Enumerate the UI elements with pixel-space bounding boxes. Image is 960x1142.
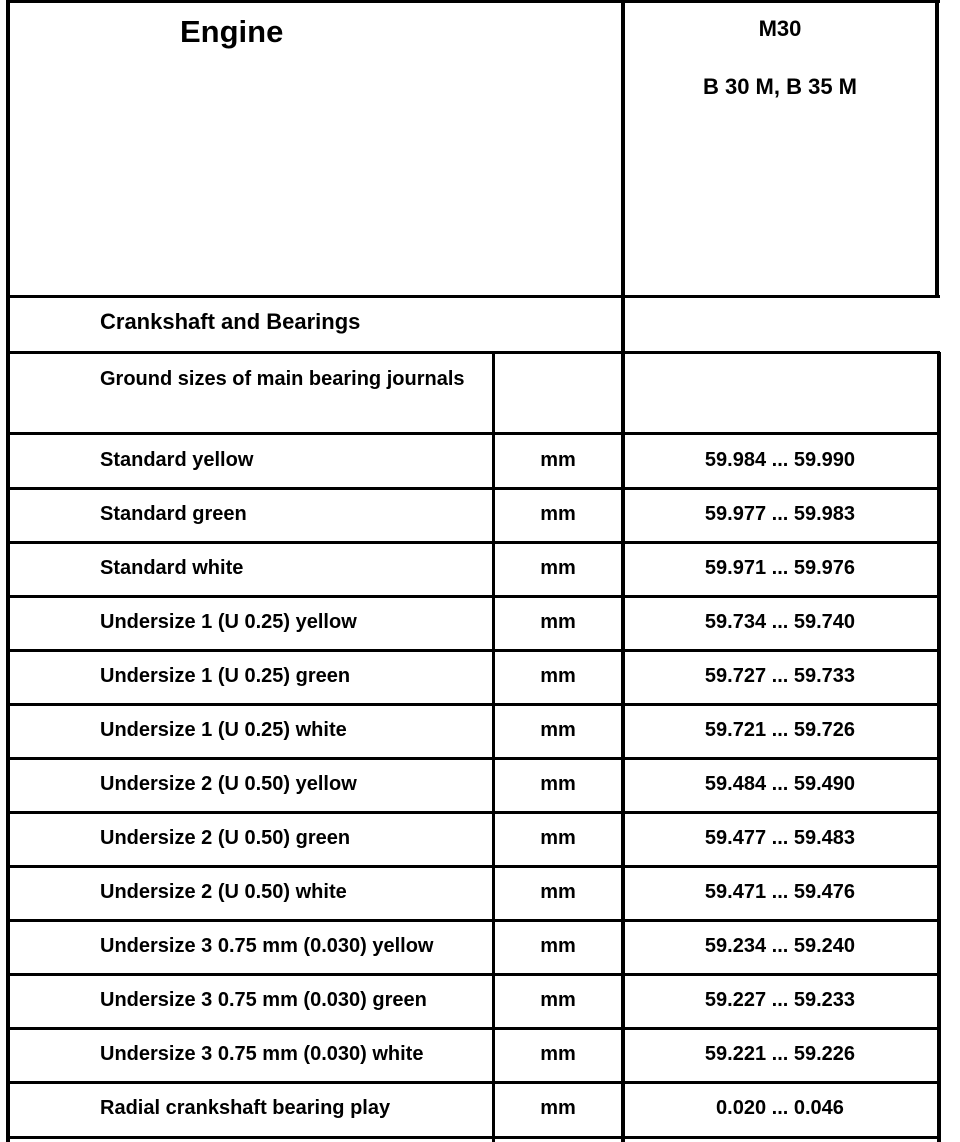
- row-label: Standard white: [100, 557, 244, 579]
- row-value: 59.971 ... 59.976: [704, 557, 856, 579]
- row-line: [6, 865, 940, 868]
- table-border-left: [6, 0, 10, 1142]
- row-value: 59.484 ... 59.490: [704, 773, 856, 795]
- row-line: [6, 1027, 940, 1030]
- model-code: M30: [758, 16, 802, 41]
- row-unit: mm: [540, 827, 576, 849]
- row-unit: mm: [540, 881, 576, 903]
- row-label: Undersize 1 (U 0.25) white: [100, 719, 347, 741]
- model-variants: B 30 M, B 35 M: [702, 74, 858, 99]
- row-unit: mm: [540, 449, 576, 471]
- section-bottom-line: [6, 351, 940, 354]
- table-border-bottom: [6, 1136, 940, 1139]
- group-bottom-line: [6, 432, 940, 435]
- group-title: Ground sizes of main bearing journals: [100, 368, 465, 390]
- row-label: Undersize 3 0.75 mm (0.030) yellow: [100, 935, 434, 957]
- row-unit: mm: [540, 1043, 576, 1065]
- row-value: 59.471 ... 59.476: [704, 881, 856, 903]
- row-label: Undersize 2 (U 0.50) yellow: [100, 773, 357, 795]
- row-line: [6, 973, 940, 976]
- row-value: 59.227 ... 59.233: [704, 989, 856, 1011]
- row-line: [6, 919, 940, 922]
- row-unit: mm: [540, 557, 576, 579]
- row-value: 59.984 ... 59.990: [704, 449, 856, 471]
- row-value: 59.721 ... 59.726: [704, 719, 856, 741]
- row-value: 59.477 ... 59.483: [704, 827, 856, 849]
- row-line: [6, 541, 940, 544]
- header-bottom-line: [6, 295, 940, 298]
- row-unit: mm: [540, 773, 576, 795]
- row-unit: mm: [540, 503, 576, 525]
- row-label: Standard green: [100, 503, 247, 525]
- row-label: Standard yellow: [100, 449, 254, 471]
- row-label: Undersize 1 (U 0.25) yellow: [100, 611, 357, 633]
- row-value: 59.977 ... 59.983: [704, 503, 856, 525]
- row-line: [6, 487, 940, 490]
- row-label: Undersize 3 0.75 mm (0.030) green: [100, 989, 427, 1011]
- row-label: Undersize 2 (U 0.50) white: [100, 881, 347, 903]
- row-line: [6, 757, 940, 760]
- row-value: 59.234 ... 59.240: [704, 935, 856, 957]
- row-line: [6, 1081, 940, 1084]
- row-value: 0.020 ... 0.046: [716, 1097, 844, 1119]
- row-unit: mm: [540, 935, 576, 957]
- row-label: Radial crankshaft bearing play: [100, 1097, 391, 1119]
- table-border-top: [6, 0, 940, 3]
- row-unit: mm: [540, 611, 576, 633]
- row-line: [6, 811, 940, 814]
- row-unit: mm: [540, 989, 576, 1011]
- engine-label: Engine: [180, 14, 284, 49]
- row-unit: mm: [540, 1097, 576, 1119]
- row-label: Undersize 1 (U 0.25) green: [100, 665, 351, 687]
- row-line: [6, 595, 940, 598]
- row-unit: mm: [540, 665, 576, 687]
- row-label: Undersize 3 0.75 mm (0.030) white: [100, 1043, 424, 1065]
- row-label: Undersize 2 (U 0.50) green: [100, 827, 351, 849]
- header-border-right: [935, 0, 939, 298]
- row-line: [6, 649, 940, 652]
- row-value: 59.734 ... 59.740: [704, 611, 856, 633]
- table-border-right: [937, 352, 941, 1142]
- section-title: Crankshaft and Bearings: [100, 309, 361, 334]
- row-value: 59.727 ... 59.733: [704, 665, 856, 687]
- row-value: 59.221 ... 59.226: [704, 1043, 856, 1065]
- row-line: [6, 703, 940, 706]
- row-unit: mm: [540, 719, 576, 741]
